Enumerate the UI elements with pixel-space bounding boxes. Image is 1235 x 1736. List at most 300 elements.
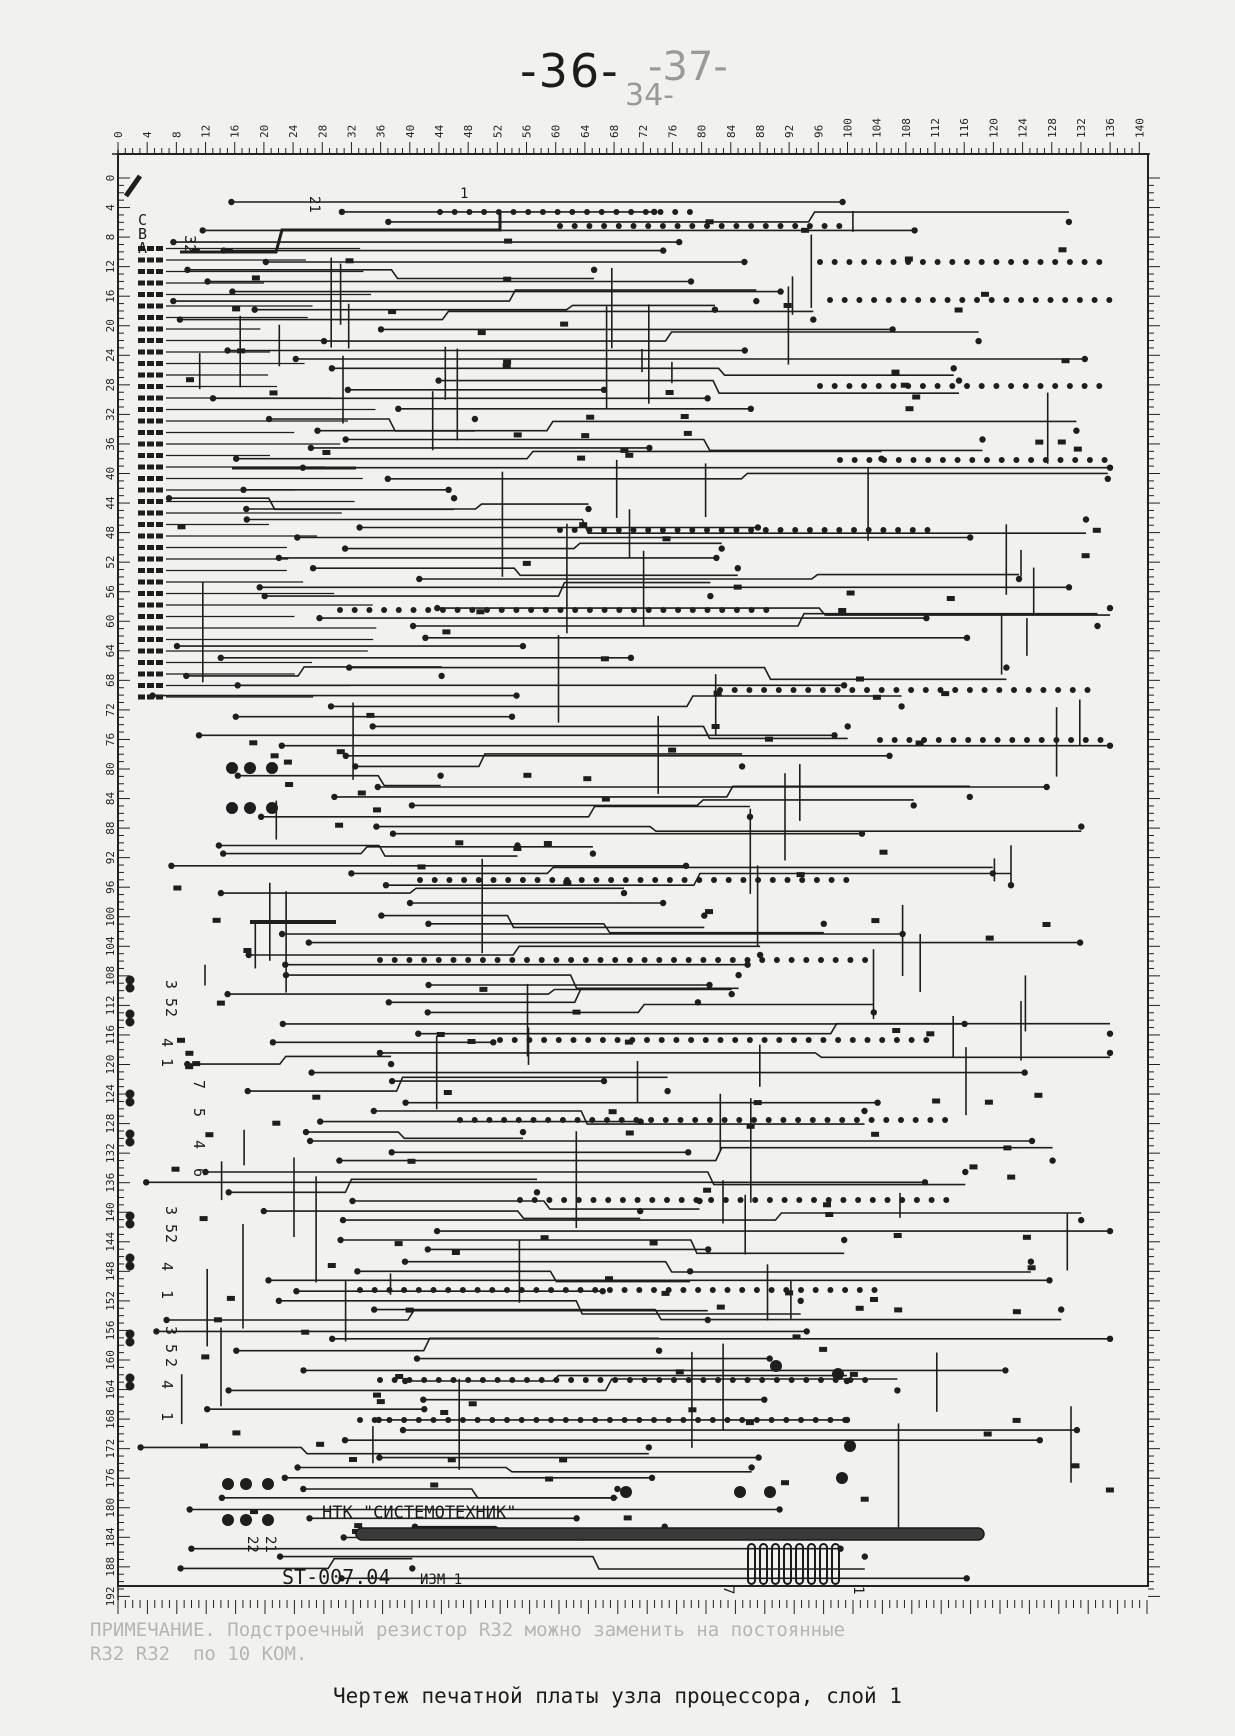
ic-pin: [461, 877, 467, 883]
connector-pad: [138, 660, 145, 665]
via: [899, 931, 905, 937]
connector-pad: [138, 499, 145, 504]
smd-pad: [178, 524, 186, 529]
ic-pin: [651, 1417, 657, 1423]
via: [1029, 1138, 1035, 1144]
ic-pin: [533, 1287, 539, 1293]
ic-pin: [719, 223, 725, 229]
round-pad: [266, 762, 278, 774]
round-pad: [844, 1440, 856, 1452]
ruler-top-label: 112: [929, 118, 943, 138]
ic-pin: [357, 1287, 363, 1293]
ic-pin: [792, 527, 798, 533]
smd-pad: [250, 1509, 258, 1514]
ic-pin: [803, 1377, 809, 1383]
smd-pad: [377, 1399, 385, 1404]
via: [425, 1009, 431, 1015]
connector-pad: [138, 465, 145, 470]
via: [377, 1050, 383, 1056]
smd-pad: [312, 1095, 320, 1100]
smd-pad: [626, 1131, 634, 1136]
via: [402, 1259, 408, 1265]
ic-pin: [516, 1117, 522, 1123]
ic-pin: [722, 1117, 728, 1123]
ic-pin: [730, 957, 736, 963]
trace: [180, 311, 813, 319]
page-number: -36-: [520, 44, 620, 98]
ic-pin: [486, 1117, 492, 1123]
pin-group-label: 2: [162, 1008, 180, 1018]
ic-pin: [696, 877, 702, 883]
ic-pin: [806, 1037, 812, 1043]
trace: [428, 1005, 874, 1013]
smd-pad: [559, 1457, 567, 1462]
ic-pin: [1048, 297, 1054, 303]
via: [218, 655, 224, 661]
ic-pin: [553, 1377, 559, 1383]
connector-pad: [147, 281, 154, 286]
via: [601, 1078, 607, 1084]
ic-pin: [748, 527, 754, 533]
trace: [339, 1148, 1052, 1161]
trace: [324, 332, 979, 341]
via: [831, 732, 837, 738]
ic-pin: [452, 209, 458, 215]
ic-pin: [572, 607, 578, 613]
connector-pad: [147, 522, 154, 527]
ic-pin: [649, 1197, 655, 1203]
ic-pin: [940, 457, 946, 463]
ic-pin: [1053, 737, 1059, 743]
smd-pad: [1059, 247, 1067, 252]
via: [346, 664, 352, 670]
ic-pin: [1068, 737, 1074, 743]
via: [282, 962, 288, 968]
smd-pad: [395, 1241, 403, 1246]
ic-pin: [799, 877, 805, 883]
connector-pad: [138, 476, 145, 481]
smd-pad: [513, 846, 521, 851]
ic-pin: [563, 1417, 569, 1423]
trace: [343, 1213, 1081, 1220]
ic-pin: [557, 527, 563, 533]
ic-pin: [835, 687, 841, 693]
ic-pin: [598, 957, 604, 963]
via: [137, 1444, 143, 1450]
via: [1107, 1336, 1113, 1342]
ic-pin: [457, 1117, 463, 1123]
via: [252, 307, 258, 313]
via: [967, 534, 973, 540]
ic-pin: [763, 527, 769, 533]
smd-pad: [819, 1347, 827, 1352]
smd-pad: [984, 1432, 992, 1437]
smd-pad: [838, 608, 846, 613]
connector-pad: [147, 292, 154, 297]
smd-pad: [479, 987, 487, 992]
connector-pad: [156, 442, 163, 447]
ic-pin: [421, 1377, 427, 1383]
smd-pad: [706, 219, 714, 224]
via: [371, 1306, 377, 1312]
edge-pin-7-label: 7: [720, 1586, 736, 1595]
trace: [345, 543, 722, 548]
via: [342, 545, 348, 551]
ic-pin: [929, 1197, 935, 1203]
via: [1107, 465, 1113, 471]
ic-pin: [807, 527, 813, 533]
round-pad: [226, 762, 238, 774]
ic-pin: [813, 1287, 819, 1293]
ic-pin: [745, 957, 751, 963]
via: [434, 605, 440, 611]
smd-pad: [871, 1132, 879, 1137]
trace: [349, 668, 1006, 680]
ic-pin: [622, 1287, 628, 1293]
ic-pin: [881, 457, 887, 463]
ic-pin: [553, 957, 559, 963]
via: [1107, 1228, 1113, 1234]
via: [414, 1355, 420, 1361]
via: [204, 1406, 210, 1412]
via: [314, 428, 320, 434]
connector-pad: [156, 695, 163, 700]
smd-pad: [586, 415, 594, 420]
ic-pin: [935, 259, 941, 265]
via: [767, 1355, 773, 1361]
trace: [418, 1024, 1110, 1034]
via: [1105, 476, 1111, 482]
ic-pin: [539, 957, 545, 963]
via: [1016, 576, 1022, 582]
ic-pin: [416, 1287, 422, 1293]
smd-pad: [335, 823, 343, 828]
via: [445, 487, 451, 493]
ic-pin: [825, 1117, 831, 1123]
ic-pin: [1038, 259, 1044, 265]
via: [422, 635, 428, 641]
trace: [247, 520, 1086, 534]
smd-pad: [337, 749, 345, 754]
via: [348, 870, 354, 876]
ic-pin: [592, 1417, 598, 1423]
ruler-left-label: 172: [104, 1438, 117, 1459]
via: [279, 931, 285, 937]
via: [263, 259, 269, 265]
ic-pin: [861, 383, 867, 389]
via: [229, 288, 235, 294]
via: [676, 239, 682, 245]
smd-pad: [676, 1369, 684, 1374]
ic-pin: [675, 607, 681, 613]
via: [712, 307, 718, 313]
smd-pad: [270, 390, 278, 395]
via: [1074, 1427, 1080, 1433]
smd-pad: [514, 432, 522, 437]
connector-pad: [156, 476, 163, 481]
connector-pad: [156, 304, 163, 309]
ic-pin: [896, 457, 902, 463]
via: [226, 1189, 232, 1195]
ic-pin: [710, 1417, 716, 1423]
smd-pad: [284, 760, 292, 765]
via: [739, 763, 745, 769]
ic-pin: [791, 1037, 797, 1043]
ic-pin: [913, 1117, 919, 1123]
ic-pin: [789, 1377, 795, 1383]
via: [331, 794, 337, 800]
smd-pad: [1035, 440, 1043, 445]
connector-pad: [138, 350, 145, 355]
connector-pad: [156, 246, 163, 251]
smd-pad: [1013, 1418, 1021, 1423]
pin-1-label: 1: [460, 186, 469, 202]
connector-pad: [156, 384, 163, 389]
via: [373, 823, 379, 829]
bottom-pin-22-label: 22: [244, 1536, 260, 1553]
trace: [223, 847, 593, 854]
connector-pad: [138, 292, 145, 297]
ruler-left-label: 76: [104, 732, 117, 747]
via: [300, 1367, 306, 1373]
ruler-top-label: 40: [403, 124, 417, 138]
smd-pad: [734, 585, 742, 590]
via: [713, 555, 719, 561]
connector-pad: [138, 603, 145, 608]
ruler-left-label: 136: [104, 1172, 117, 1193]
ic-pin: [445, 1417, 451, 1423]
ic-pin: [732, 1037, 738, 1043]
ic-pin: [472, 1117, 478, 1123]
smd-pad: [243, 948, 251, 953]
via: [520, 643, 526, 649]
smd-pad: [684, 431, 692, 436]
via: [889, 326, 895, 332]
via: [804, 1328, 810, 1334]
via: [218, 890, 224, 896]
ic-pin: [460, 1417, 466, 1423]
ic-pin: [943, 1197, 949, 1203]
ic-pin: [708, 1197, 714, 1203]
ruler-left-label: 40: [104, 466, 117, 481]
smd-pad: [906, 406, 914, 411]
via: [753, 298, 759, 304]
connector-pad: [147, 465, 154, 470]
via: [776, 1506, 782, 1512]
via: [349, 1198, 355, 1204]
ic-pin: [736, 1117, 742, 1123]
manufacturer-label: НТК "СИСТЕМОТЕХНИК": [322, 1503, 517, 1523]
connector-pad: [138, 407, 145, 412]
connector-pad: [156, 614, 163, 619]
via: [861, 1108, 867, 1114]
ic-pin: [636, 1287, 642, 1293]
jumper-pad: [126, 976, 135, 985]
ruler-left-label: 140: [104, 1202, 117, 1223]
jumper-pad: [126, 1212, 135, 1221]
via: [646, 445, 652, 451]
via: [196, 732, 202, 738]
ic-pin: [846, 259, 852, 265]
smd-pad: [437, 1032, 445, 1037]
connector-pad: [138, 269, 145, 274]
ic-pin: [767, 1197, 773, 1203]
ic-pin: [436, 957, 442, 963]
ic-pin: [535, 877, 541, 883]
pin-group-label: 1: [158, 1290, 176, 1300]
ruler-left-label: 8: [104, 233, 117, 241]
smd-pad: [717, 1305, 725, 1310]
via: [308, 445, 314, 451]
smd-pad: [856, 677, 864, 682]
via: [307, 1138, 313, 1144]
via: [225, 1387, 231, 1393]
ruler-top-label: 68: [608, 124, 622, 138]
smd-pad: [801, 228, 809, 233]
trace: [264, 1211, 640, 1218]
smd-pad: [478, 330, 486, 335]
ic-pin: [965, 737, 971, 743]
ic-pin: [792, 223, 798, 229]
via: [1107, 1050, 1113, 1056]
via: [741, 259, 747, 265]
ic-pin: [910, 527, 916, 533]
via: [695, 999, 701, 1005]
trace: [334, 786, 969, 797]
ic-pin: [600, 1037, 606, 1043]
ic-pin: [587, 607, 593, 613]
smd-pad: [373, 807, 381, 812]
ic-pin: [710, 1287, 716, 1293]
ic-pin: [548, 1287, 554, 1293]
smd-pad: [947, 596, 955, 601]
ic-pin: [592, 1287, 598, 1293]
via: [321, 338, 327, 344]
ic-pin: [604, 1117, 610, 1123]
ic-pin: [646, 607, 652, 613]
connector-pad: [147, 442, 154, 447]
ruler-left-label: 188: [104, 1556, 117, 1577]
via: [306, 939, 312, 945]
via: [685, 1149, 691, 1155]
pin-group-label: 3 5: [162, 1206, 180, 1234]
via: [402, 1100, 408, 1106]
connector-pad: [156, 338, 163, 343]
via: [810, 316, 816, 322]
connector-pad: [156, 626, 163, 631]
connector-pad: [147, 695, 154, 700]
ic-pin: [1082, 383, 1088, 389]
smd-pad: [172, 1167, 180, 1172]
smd-pad: [358, 791, 366, 796]
smd-pad: [754, 1100, 762, 1105]
via: [375, 784, 381, 790]
ic-pin: [1033, 297, 1039, 303]
ruler-left-label: 192: [104, 1586, 117, 1607]
ic-pin: [730, 1377, 736, 1383]
via: [282, 1475, 288, 1481]
ic-pin: [906, 737, 912, 743]
ic-pin: [693, 1197, 699, 1203]
via: [276, 1298, 282, 1304]
part-number-label: ST-007.04: [282, 1565, 391, 1589]
via: [383, 882, 389, 888]
ic-pin: [732, 687, 738, 693]
via: [342, 1437, 348, 1443]
connector-pad: [156, 511, 163, 516]
figure-caption: Чертеж печатной платы узла процессора, слой 1: [333, 1684, 902, 1708]
ruler-left-label: 92: [104, 851, 117, 865]
smd-pad: [825, 1212, 833, 1217]
ic-pin: [870, 1197, 876, 1203]
round-pad: [770, 1360, 782, 1372]
connector-pad: [147, 534, 154, 539]
trace: [332, 368, 954, 375]
via: [1008, 882, 1014, 888]
via: [742, 347, 748, 353]
ic-pin: [533, 1417, 539, 1423]
ruler-top-label: 16: [228, 124, 242, 138]
ic-pin: [700, 957, 706, 963]
via: [719, 545, 725, 551]
smd-pad: [955, 308, 963, 313]
trace: [255, 305, 715, 309]
smd-pad: [1074, 447, 1082, 452]
ic-pin: [1102, 457, 1108, 463]
ic-pin: [377, 1377, 383, 1383]
ic-pin: [866, 457, 872, 463]
via: [435, 377, 441, 383]
trace: [331, 696, 902, 706]
via: [735, 565, 741, 571]
ic-pin: [778, 223, 784, 229]
via: [821, 921, 827, 927]
trace: [298, 1468, 752, 1472]
ic-pin: [847, 1377, 853, 1383]
ic-pin: [949, 383, 955, 389]
ic-pin: [810, 1117, 816, 1123]
trace: [236, 451, 881, 458]
smd-pad: [455, 840, 463, 845]
ic-pin: [557, 223, 563, 229]
ic-pin: [561, 1197, 567, 1203]
via: [153, 1328, 159, 1334]
ic-pin: [814, 877, 820, 883]
ic-pin: [911, 457, 917, 463]
smd-pad: [1106, 1488, 1114, 1493]
ruler-top-label: 116: [958, 118, 972, 138]
smd-pad: [625, 453, 633, 458]
via: [590, 850, 596, 856]
ic-pin: [480, 1377, 486, 1383]
ic-pin: [1003, 297, 1009, 303]
ic-pin: [578, 1287, 584, 1293]
smd-pad: [563, 880, 571, 885]
pin-group-labels: [158, 980, 208, 1421]
smd-pad: [1082, 553, 1090, 558]
ic-pin: [633, 1117, 639, 1123]
ic-pin: [726, 877, 732, 883]
ic-pin: [601, 223, 607, 229]
smd-pad: [797, 872, 805, 877]
edge-connector-strip: [356, 1528, 984, 1540]
smd-pad: [784, 303, 792, 308]
ic-pin: [517, 1197, 523, 1203]
ic-pin: [751, 1117, 757, 1123]
smd-pad: [892, 370, 900, 375]
ruler-left-label: 128: [104, 1113, 117, 1134]
connector-pad: [138, 683, 145, 688]
